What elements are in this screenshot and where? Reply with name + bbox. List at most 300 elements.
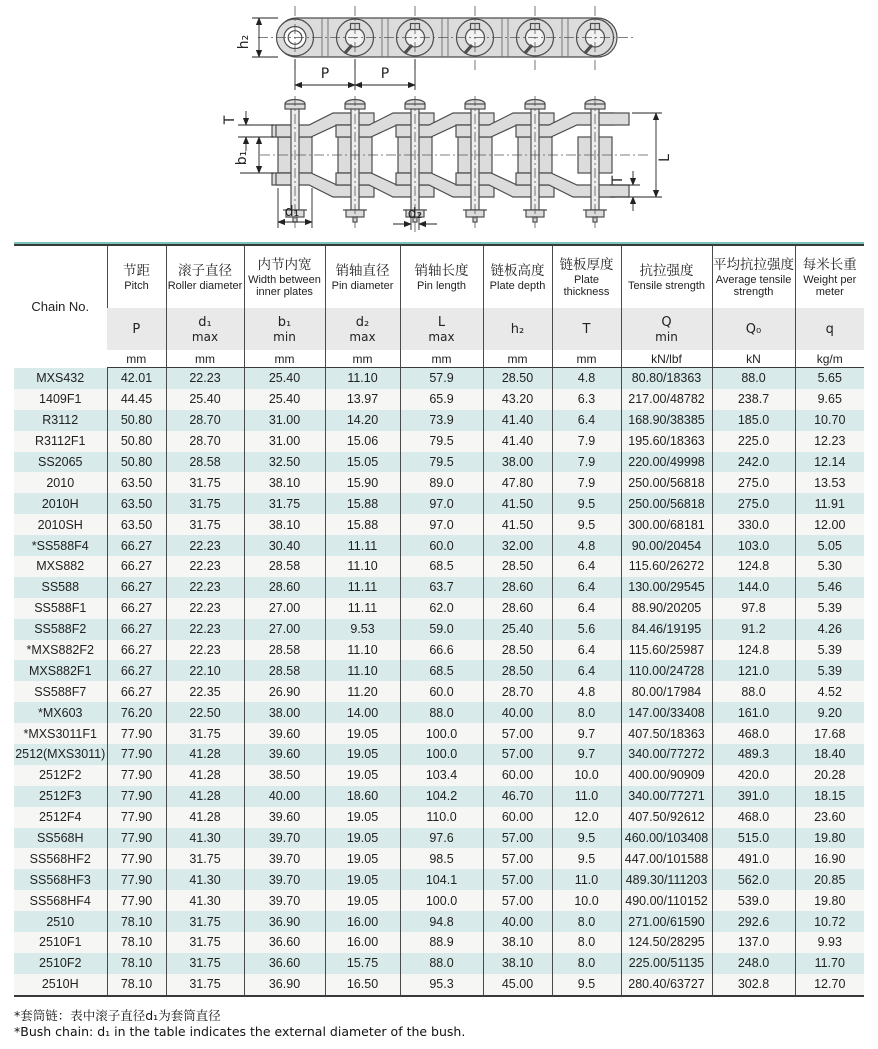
value-cell: 88.0 — [400, 953, 483, 974]
value-cell: 9.7 — [552, 723, 621, 744]
value-cell: 22.23 — [166, 535, 244, 556]
value-cell: 78.10 — [107, 932, 166, 953]
value-cell: 20.28 — [795, 765, 864, 786]
value-cell: 78.10 — [107, 911, 166, 932]
value-cell: 5.39 — [795, 660, 864, 681]
value-cell: 57.00 — [483, 744, 552, 765]
column-header-en: Plate depth — [489, 280, 546, 292]
chain-no-cell: 2512F3 — [14, 786, 107, 807]
value-cell: 18.40 — [795, 744, 864, 765]
value-cell: 28.50 — [483, 640, 552, 661]
value-cell: 28.58 — [244, 640, 325, 661]
value-cell: 27.00 — [244, 619, 325, 640]
value-cell: 16.00 — [325, 911, 400, 932]
value-cell: 104.2 — [400, 786, 483, 807]
chain-no-cell: SS568H — [14, 828, 107, 849]
table-body — [14, 368, 864, 996]
value-cell: 391.0 — [712, 786, 795, 807]
chain-no-cell: SS588F7 — [14, 681, 107, 702]
column-unit: mm — [166, 350, 244, 368]
value-cell: 97.6 — [400, 828, 483, 849]
value-cell: 468.0 — [712, 723, 795, 744]
value-cell: 14.20 — [325, 410, 400, 431]
value-cell: 248.0 — [712, 953, 795, 974]
chain-drawing-svg — [180, 0, 700, 242]
value-cell: 12.0 — [552, 807, 621, 828]
value-cell: 11.10 — [325, 640, 400, 661]
value-cell: 41.28 — [166, 744, 244, 765]
table-row — [14, 640, 864, 661]
value-cell: 19.05 — [325, 869, 400, 890]
table-row — [14, 869, 864, 890]
chain-no-cell: MXS882 — [14, 556, 107, 577]
value-cell: 39.70 — [244, 890, 325, 911]
value-cell: 22.23 — [166, 577, 244, 598]
value-cell: 104.1 — [400, 869, 483, 890]
table-row — [14, 598, 864, 619]
value-cell: 66.27 — [107, 660, 166, 681]
value-cell: 63.50 — [107, 493, 166, 514]
value-cell: 19.05 — [325, 723, 400, 744]
value-cell: 22.35 — [166, 681, 244, 702]
column-header-en: Width between inner plates — [248, 274, 321, 298]
value-cell: 57.9 — [400, 368, 483, 389]
value-cell: 47.80 — [483, 472, 552, 493]
value-cell: 12.14 — [795, 452, 864, 473]
value-cell: 19.05 — [325, 765, 400, 786]
value-cell: 28.70 — [166, 410, 244, 431]
column-header-en: Pin length — [417, 280, 466, 292]
value-cell: 10.0 — [552, 890, 621, 911]
table-row — [14, 890, 864, 911]
chain-no-cell: 2010H — [14, 493, 107, 514]
value-cell: 5.39 — [795, 598, 864, 619]
chain-no-cell: *MXS882F2 — [14, 640, 107, 661]
column-unit: kN/lbf — [621, 350, 712, 368]
table-row — [14, 702, 864, 723]
value-cell: 6.4 — [552, 577, 621, 598]
value-cell: 4.8 — [552, 681, 621, 702]
value-cell: 28.58 — [244, 556, 325, 577]
value-cell: 19.05 — [325, 828, 400, 849]
chain-no-cell: R3112 — [14, 410, 107, 431]
value-cell: 147.00/33408 — [621, 702, 712, 723]
column-header — [795, 245, 864, 308]
value-cell: 539.0 — [712, 890, 795, 911]
value-cell: 9.5 — [552, 848, 621, 869]
value-cell: 50.80 — [107, 452, 166, 473]
dim-label-pitch-1: P — [320, 66, 330, 82]
value-cell: 468.0 — [712, 807, 795, 828]
column-symbol: L max — [400, 308, 483, 350]
value-cell: 28.60 — [483, 577, 552, 598]
column-header-cn: 销轴长度 — [414, 263, 469, 278]
value-cell: 144.0 — [712, 577, 795, 598]
value-cell: 11.11 — [325, 535, 400, 556]
chain-no-cell: SS2065 — [14, 452, 107, 473]
table-row — [14, 807, 864, 828]
dim-label-T-top: T — [222, 115, 238, 125]
value-cell: 41.30 — [166, 890, 244, 911]
value-cell: 66.27 — [107, 556, 166, 577]
chain-no-cell: SS588F1 — [14, 598, 107, 619]
value-cell: 271.00/61590 — [621, 911, 712, 932]
value-cell: 19.05 — [325, 848, 400, 869]
value-cell: 78.10 — [107, 974, 166, 996]
value-cell: 15.75 — [325, 953, 400, 974]
value-cell: 62.0 — [400, 598, 483, 619]
value-cell: 195.60/18363 — [621, 431, 712, 452]
value-cell: 36.60 — [244, 932, 325, 953]
footnote-en: *Bush chain: d₁ in the table indicates the external diameter of the bush. — [14, 1024, 466, 1039]
value-cell: 5.30 — [795, 556, 864, 577]
value-cell: 11.10 — [325, 556, 400, 577]
value-cell: 100.0 — [400, 890, 483, 911]
value-cell: 28.58 — [244, 660, 325, 681]
value-cell: 300.00/68181 — [621, 514, 712, 535]
value-cell: 28.60 — [244, 577, 325, 598]
value-cell: 80.80/18363 — [621, 368, 712, 389]
value-cell: 489.30/111203 — [621, 869, 712, 890]
column-unit: mm — [325, 350, 400, 368]
table-row — [14, 619, 864, 640]
chain-spec-table — [14, 244, 864, 997]
value-cell: 38.10 — [244, 514, 325, 535]
table-row — [14, 556, 864, 577]
table-row — [14, 514, 864, 535]
value-cell: 110.00/24728 — [621, 660, 712, 681]
value-cell: 6.4 — [552, 410, 621, 431]
value-cell: 28.60 — [483, 598, 552, 619]
value-cell: 12.70 — [795, 974, 864, 996]
value-cell: 41.28 — [166, 765, 244, 786]
value-cell: 88.0 — [712, 368, 795, 389]
value-cell: 63.50 — [107, 472, 166, 493]
value-cell: 292.6 — [712, 911, 795, 932]
value-cell: 77.90 — [107, 828, 166, 849]
column-header — [244, 245, 325, 308]
column-header-en: Weight per meter — [803, 274, 857, 298]
value-cell: 97.8 — [712, 598, 795, 619]
value-cell: 39.70 — [244, 848, 325, 869]
value-cell: 41.30 — [166, 869, 244, 890]
chain-no-cell: 2512F4 — [14, 807, 107, 828]
value-cell: 31.75 — [166, 974, 244, 996]
value-cell: 25.40 — [166, 389, 244, 410]
chain-no-cell: SS588F2 — [14, 619, 107, 640]
value-cell: 41.50 — [483, 514, 552, 535]
column-header-en: Plate thickness — [563, 274, 610, 298]
value-cell: 76.20 — [107, 702, 166, 723]
value-cell: 41.50 — [483, 493, 552, 514]
value-cell: 45.00 — [483, 974, 552, 996]
value-cell: 80.00/17984 — [621, 681, 712, 702]
value-cell: 50.80 — [107, 431, 166, 452]
value-cell: 22.50 — [166, 702, 244, 723]
value-cell: 65.9 — [400, 389, 483, 410]
value-cell: 57.00 — [483, 723, 552, 744]
value-cell: 68.5 — [400, 556, 483, 577]
column-header — [166, 245, 244, 308]
column-unit: mm — [400, 350, 483, 368]
value-cell: 84.46/19195 — [621, 619, 712, 640]
value-cell: 97.0 — [400, 514, 483, 535]
chain-no-cell: *SS588F4 — [14, 535, 107, 556]
value-cell: 57.00 — [483, 848, 552, 869]
value-cell: 28.50 — [483, 660, 552, 681]
value-cell: 38.10 — [244, 472, 325, 493]
value-cell: 8.0 — [552, 702, 621, 723]
column-header-cn: 链板高度 — [490, 263, 545, 278]
value-cell: 22.10 — [166, 660, 244, 681]
value-cell: 28.50 — [483, 368, 552, 389]
value-cell: 79.5 — [400, 431, 483, 452]
value-cell: 20.85 — [795, 869, 864, 890]
value-cell: 16.50 — [325, 974, 400, 996]
column-header-en: Pin diameter — [331, 280, 394, 292]
column-symbol: P — [107, 308, 166, 350]
value-cell: 77.90 — [107, 807, 166, 828]
value-cell: 31.75 — [166, 514, 244, 535]
value-cell: 124.8 — [712, 640, 795, 661]
value-cell: 15.90 — [325, 472, 400, 493]
value-cell: 77.90 — [107, 765, 166, 786]
value-cell: 11.0 — [552, 786, 621, 807]
chain-no-cell: SS588 — [14, 577, 107, 598]
value-cell: 78.10 — [107, 953, 166, 974]
value-cell: 407.50/92612 — [621, 807, 712, 828]
table-row — [14, 744, 864, 765]
value-cell: 9.5 — [552, 828, 621, 849]
value-cell: 77.90 — [107, 786, 166, 807]
value-cell: 9.53 — [325, 619, 400, 640]
column-symbol: h₂ — [483, 308, 552, 350]
value-cell: 39.70 — [244, 828, 325, 849]
dim-label-pitch-2: P — [380, 66, 390, 82]
value-cell: 489.3 — [712, 744, 795, 765]
chain-no-cell: R3112F1 — [14, 431, 107, 452]
value-cell: 8.0 — [552, 911, 621, 932]
table-row — [14, 368, 864, 389]
value-cell: 66.27 — [107, 577, 166, 598]
value-cell: 22.23 — [166, 368, 244, 389]
value-cell: 8.0 — [552, 932, 621, 953]
value-cell: 42.01 — [107, 368, 166, 389]
value-cell: 41.28 — [166, 786, 244, 807]
chain-no-cell: *MX603 — [14, 702, 107, 723]
header-symbol-row — [14, 308, 864, 350]
footnotes — [14, 1008, 854, 1040]
value-cell: 5.05 — [795, 535, 864, 556]
column-header — [325, 245, 400, 308]
value-cell: 38.50 — [244, 765, 325, 786]
value-cell: 77.90 — [107, 869, 166, 890]
value-cell: 66.27 — [107, 619, 166, 640]
column-unit: mm — [244, 350, 325, 368]
column-header-cn: 内节内宽 — [257, 257, 312, 272]
value-cell: 275.0 — [712, 493, 795, 514]
value-cell: 19.05 — [325, 890, 400, 911]
value-cell: 50.80 — [107, 410, 166, 431]
value-cell: 9.20 — [795, 702, 864, 723]
value-cell: 562.0 — [712, 869, 795, 890]
value-cell: 420.0 — [712, 765, 795, 786]
value-cell: 11.11 — [325, 598, 400, 619]
value-cell: 18.15 — [795, 786, 864, 807]
cranked-plates-top — [276, 113, 614, 137]
value-cell: 18.60 — [325, 786, 400, 807]
value-cell: 66.27 — [107, 640, 166, 661]
value-cell: 68.5 — [400, 660, 483, 681]
chain-no-cell: SS568HF4 — [14, 890, 107, 911]
column-unit: kN — [712, 350, 795, 368]
value-cell: 63.7 — [400, 577, 483, 598]
value-cell: 100.0 — [400, 723, 483, 744]
value-cell: 5.46 — [795, 577, 864, 598]
chain-no-cell: 2510 — [14, 911, 107, 932]
value-cell: 31.00 — [244, 410, 325, 431]
table-row — [14, 681, 864, 702]
table-row — [14, 577, 864, 598]
value-cell: 330.0 — [712, 514, 795, 535]
value-cell: 90.00/20454 — [621, 535, 712, 556]
spec-table-wrap — [14, 242, 864, 997]
value-cell: 6.4 — [552, 660, 621, 681]
value-cell: 161.0 — [712, 702, 795, 723]
table-row — [14, 660, 864, 681]
column-header — [483, 245, 552, 308]
value-cell: 9.65 — [795, 389, 864, 410]
value-cell: 41.30 — [166, 828, 244, 849]
value-cell: 57.00 — [483, 869, 552, 890]
value-cell: 103.4 — [400, 765, 483, 786]
column-header — [552, 245, 621, 308]
table-row — [14, 472, 864, 493]
value-cell: 97.0 — [400, 493, 483, 514]
value-cell: 28.70 — [483, 681, 552, 702]
value-cell: 36.90 — [244, 911, 325, 932]
dim-label-d1: d₁ — [284, 204, 300, 220]
value-cell: 38.00 — [483, 452, 552, 473]
value-cell: 39.70 — [244, 869, 325, 890]
column-symbol: q — [795, 308, 864, 350]
dim-label-d2: d₂ — [407, 206, 423, 222]
plan-view — [260, 96, 648, 232]
value-cell: 88.0 — [400, 702, 483, 723]
value-cell: 57.00 — [483, 890, 552, 911]
value-cell: 11.10 — [325, 368, 400, 389]
value-cell: 22.23 — [166, 619, 244, 640]
column-header-cn: 抗拉强度 — [639, 263, 694, 278]
value-cell: 9.5 — [552, 974, 621, 996]
value-cell: 22.23 — [166, 556, 244, 577]
value-cell: 168.90/38385 — [621, 410, 712, 431]
value-cell: 490.00/110152 — [621, 890, 712, 911]
table-row — [14, 452, 864, 473]
chain-no-cell: 1409F1 — [14, 389, 107, 410]
chain-no-cell: 2512F2 — [14, 765, 107, 786]
value-cell: 137.0 — [712, 932, 795, 953]
column-symbol: Q min — [621, 308, 712, 350]
value-cell: 225.00/51135 — [621, 953, 712, 974]
value-cell: 40.00 — [244, 786, 325, 807]
value-cell: 13.97 — [325, 389, 400, 410]
value-cell: 12.23 — [795, 431, 864, 452]
value-cell: 115.60/25987 — [621, 640, 712, 661]
value-cell: 11.11 — [325, 577, 400, 598]
value-cell: 4.52 — [795, 681, 864, 702]
column-symbol: Q₀ — [712, 308, 795, 350]
value-cell: 88.9 — [400, 932, 483, 953]
column-header-en: Pitch — [124, 280, 149, 292]
value-cell: 19.05 — [325, 807, 400, 828]
chain-no-cell: SS568HF3 — [14, 869, 107, 890]
column-header-cn: 链板厚度 — [559, 257, 614, 272]
dim-label-T-right: T — [610, 175, 626, 185]
value-cell: 41.40 — [483, 431, 552, 452]
value-cell: 31.75 — [166, 848, 244, 869]
column-header — [107, 245, 166, 308]
column-unit: mm — [552, 350, 621, 368]
value-cell: 7.9 — [552, 431, 621, 452]
value-cell: 60.00 — [483, 765, 552, 786]
value-cell: 515.0 — [712, 828, 795, 849]
value-cell: 9.5 — [552, 493, 621, 514]
value-cell: 95.3 — [400, 974, 483, 996]
value-cell: 31.75 — [244, 493, 325, 514]
value-cell: 115.60/26272 — [621, 556, 712, 577]
value-cell: 5.39 — [795, 640, 864, 661]
value-cell: 28.58 — [166, 452, 244, 473]
side-view — [258, 6, 636, 70]
value-cell: 124.8 — [712, 556, 795, 577]
table-row — [14, 410, 864, 431]
value-cell: 11.91 — [795, 493, 864, 514]
value-cell: 6.4 — [552, 640, 621, 661]
table-row — [14, 765, 864, 786]
column-header-en: Average tensile strength — [715, 274, 792, 298]
value-cell: 40.00 — [483, 702, 552, 723]
value-cell: 10.70 — [795, 410, 864, 431]
value-cell: 46.70 — [483, 786, 552, 807]
value-cell: 30.40 — [244, 535, 325, 556]
table-row — [14, 431, 864, 452]
value-cell: 66.6 — [400, 640, 483, 661]
value-cell: 6.4 — [552, 556, 621, 577]
value-cell: 77.90 — [107, 890, 166, 911]
value-cell: 39.60 — [244, 807, 325, 828]
header-name-row — [14, 245, 864, 308]
value-cell: 63.50 — [107, 514, 166, 535]
value-cell: 19.80 — [795, 890, 864, 911]
value-cell: 39.60 — [244, 723, 325, 744]
value-cell: 9.5 — [552, 514, 621, 535]
column-unit: mm — [107, 350, 166, 368]
table-row — [14, 828, 864, 849]
column-symbol: T — [552, 308, 621, 350]
value-cell: 238.7 — [712, 389, 795, 410]
value-cell: 225.0 — [712, 431, 795, 452]
value-cell: 38.10 — [483, 953, 552, 974]
table-row — [14, 786, 864, 807]
value-cell: 6.4 — [552, 598, 621, 619]
value-cell: 9.7 — [552, 744, 621, 765]
value-cell: 77.90 — [107, 723, 166, 744]
column-header-cn: 每米长重 — [802, 257, 857, 272]
value-cell: 41.28 — [166, 807, 244, 828]
value-cell: 22.23 — [166, 640, 244, 661]
value-cell: 77.90 — [107, 744, 166, 765]
